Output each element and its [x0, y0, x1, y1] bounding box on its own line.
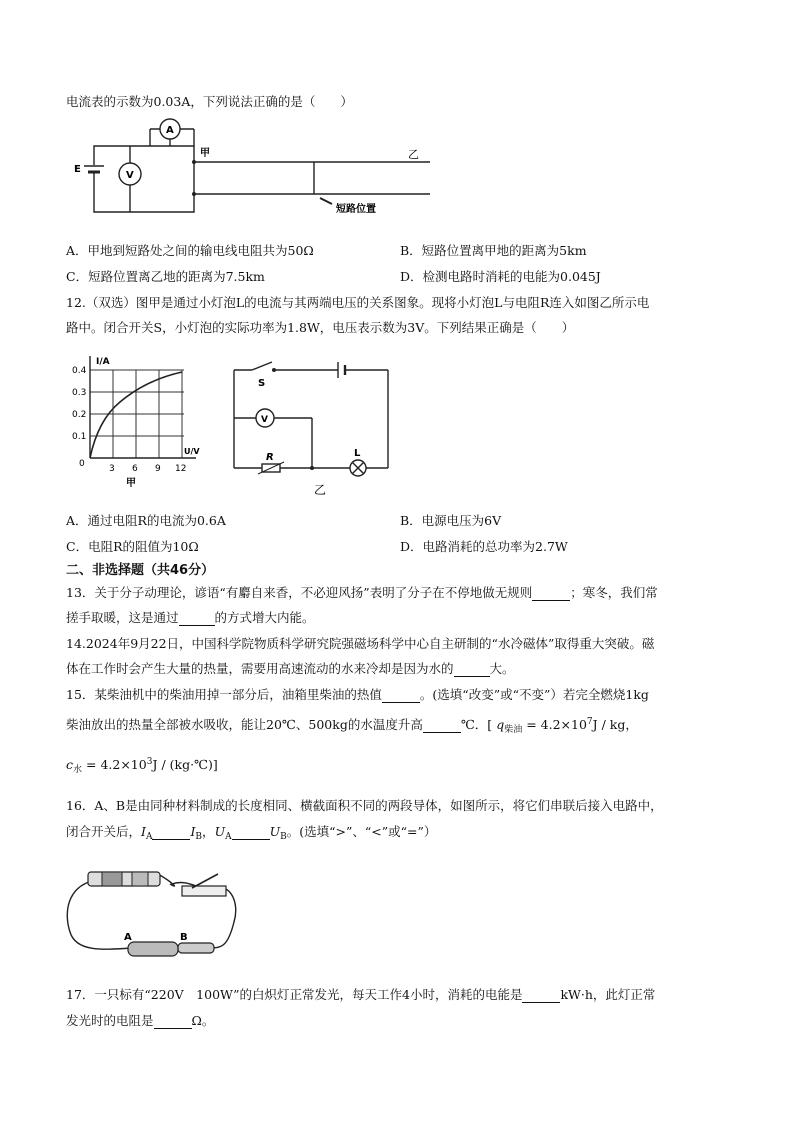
q12-line1: 12.（双选）图甲是通过小灯泡L的电流与其两端电压的关系图象。现将小灯泡L与电阻R连入如图乙所示电	[66, 295, 650, 310]
q16-blank-2[interactable]	[232, 824, 270, 840]
xtick-12: 12	[175, 464, 187, 474]
q16-conductor-figure	[62, 862, 242, 972]
q15-blank-2[interactable]	[423, 717, 461, 733]
ytick-0.1: 0.1	[72, 432, 87, 442]
section-title: 二、非选择题（共46分）	[66, 563, 215, 578]
q12-option-d: D．电路消耗的总功率为2.7W	[400, 539, 568, 554]
q14-line1: 14.2024年9月22日，中国科学院物质科学研究院强磁场科学中心自主研制的“水冷磁体”取得重大突破。磁	[66, 636, 655, 651]
ammeter-label: A	[166, 125, 174, 136]
battery-icon	[88, 872, 160, 886]
q12-option-c: C．电阻R的阻值为10Ω	[66, 539, 199, 554]
conductor-b-label: B	[180, 932, 188, 943]
q11-option-d: D．检测电路时消耗的电能为0.045J	[400, 269, 601, 284]
q11-option-a: A．甲地到短路处之间的输电线电阻共为50Ω	[66, 243, 314, 258]
q11-intro: 电流表的示数为0.03A，下列说法正确的是（ ）	[66, 94, 353, 109]
ytick-0: 0	[79, 459, 85, 469]
q11-option-b: B．短路位置离甲地的距离为5km	[400, 243, 587, 258]
q14-line2: 体在工作时会产生大量的热量，需要用高速流动的水来冷却是因为水的 大。	[66, 661, 515, 676]
lamp-icon	[350, 460, 366, 476]
ytick-0.3: 0.3	[72, 388, 87, 398]
xtick-6: 6	[132, 464, 138, 474]
ytick-0.4: 0.4	[72, 366, 87, 376]
q17-blank-1[interactable]	[522, 987, 560, 1003]
switch-label: S	[258, 378, 266, 389]
q16-line2: 闭合开关后，$I_A$ $I_B$，$U_A$ $U_B$。(选填“>”、“<”或“=”）	[66, 824, 437, 842]
graph-caption: 甲	[126, 478, 136, 489]
q17-line1: 17．一只标有“220V 100W”的白炽灯正常发光，每天工作4小时，消耗的电能是 kW·h，此灯正常	[66, 987, 656, 1002]
q14-blank[interactable]	[454, 661, 490, 677]
q16-blank-1[interactable]	[152, 824, 190, 840]
switch-icon	[182, 874, 226, 896]
jia-label: 甲	[200, 148, 210, 159]
voltmeter-label: V	[126, 170, 134, 181]
q15-line2: 柴油放出的热量全部被水吸收，能让20℃、500kg的水温度升高 ℃．[ $q_{柴油} = 4.2\times 10^7J$ / kg，	[66, 717, 638, 735]
q12-line2: 路中。闭合开关S，小灯泡的实际功率为1.8W，电压表示数为3V。下列结果正确是（ ）	[66, 320, 575, 335]
q17-blank-2[interactable]	[154, 1013, 192, 1029]
q15-line1: 15．某柴油机中的柴油用掉一部分后，油箱里柴油的热值 。(选填“改变”或“不变”）若完全燃烧1kg	[66, 687, 649, 702]
q13-blank-2[interactable]	[179, 610, 215, 626]
ytick-0.2: 0.2	[72, 410, 87, 420]
conductor-icon	[128, 942, 214, 956]
q15-blank-1[interactable]	[382, 687, 420, 703]
graph-xlabel: U/V	[184, 447, 200, 456]
q12-option-a: A．通过电阻R的电流为0.6A	[66, 513, 226, 528]
q15-c-formula: $c_水 = 4.2\times 10^3J$ / (kg·℃)]	[66, 757, 218, 775]
q15-q-formula: $q_{柴油} = 4.2\times 10^7J$ / kg，	[496, 717, 638, 735]
q13-blank-1[interactable]	[532, 585, 570, 601]
q12-graph-jia	[72, 350, 202, 498]
q16-line1: 16．A、B是由同种材料制成的长度相同、横截面积不同的两段导体，如图所示，将它们串联后接入电路中，	[66, 798, 663, 813]
conductor-a-label: A	[124, 932, 132, 943]
q13-line2: 搓手取暖，这是通过 的方式增大内能。	[66, 610, 315, 625]
resistor-label: R	[266, 452, 274, 463]
xtick-9: 9	[155, 464, 161, 474]
battery-icon	[84, 166, 104, 172]
q13-line1: 13．关于分子动理论，谚语“有麝自来香，不必迎风扬”表明了分子在不停地做无规则 ；寒冬，我们常	[66, 585, 658, 600]
source-label: E	[74, 164, 81, 175]
graph-ylabel: I/A	[96, 357, 110, 367]
lamp-label: L	[354, 448, 361, 459]
q11-option-c: C．短路位置离乙地的距离为7.5km	[66, 269, 265, 284]
q17-line2: 发光时的电阻是 Ω。	[66, 1013, 215, 1028]
short-position-label: 短路位置	[336, 204, 376, 215]
q12-option-b: B．电源电压为6V	[400, 513, 502, 528]
voltmeter-label: V	[261, 415, 268, 425]
yi-label: 乙	[408, 148, 419, 161]
circuit-caption: 乙	[314, 483, 327, 497]
q11-circuit-figure	[70, 116, 450, 226]
battery-icon	[338, 362, 345, 378]
q12-circuit-yi	[228, 358, 394, 500]
xtick-3: 3	[109, 464, 115, 474]
